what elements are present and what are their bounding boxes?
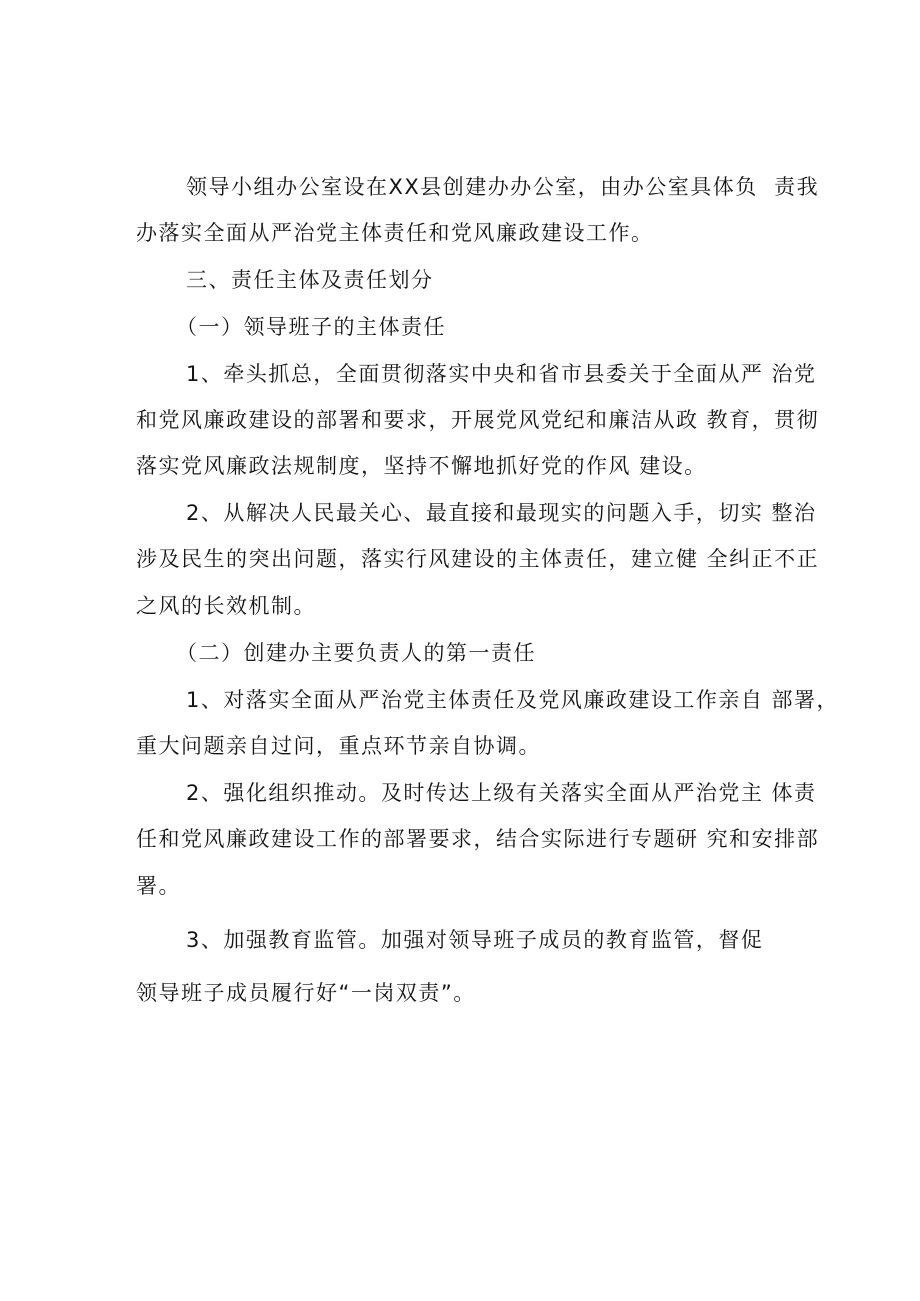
paragraph-line: 之风的长效机制。 <box>136 594 316 618</box>
section-heading: 三、责任主体及责任划分 <box>186 268 434 292</box>
subsection-heading: （一）领导班子的主体责任 <box>176 315 446 339</box>
paragraph-line: 1、牵头抓总，全面贯彻落实中央和省市县委关于全面从严 治党 <box>186 362 817 386</box>
paragraph-line: 署。 <box>136 874 181 898</box>
paragraph-line: 2、从解决人民最关心、最直接和最现实的问题入手，切实 整治 <box>186 501 817 525</box>
paragraph-line: 涉及民生的突出问题，落实行风建设的主体责任，建立健 全纠正不正 <box>136 547 820 571</box>
paragraph-line: 2、强化组织推动。及时传达上级有关落实全面从严治党主 体责 <box>186 781 817 805</box>
paragraph-line: 领导小组办公室设在XX县创建办办公室，由办公室具体负 责我 <box>186 175 820 199</box>
paragraph-line: 落实党风廉政法规制度，坚持不懈地抓好党的作风 建设。 <box>136 454 707 478</box>
paragraph-line: 领导班子成员履行好“一岗双责”。 <box>136 981 476 1005</box>
paragraph-line: 办落实全面从严治党主体责任和党风廉政建设工作。 <box>136 221 654 245</box>
paragraph-line: 任和党风廉政建设工作的部署要求，结合实际进行专题研 究和安排部 <box>136 827 820 851</box>
paragraph-line: 1、对落实全面从严治党主体责任及党风廉政建设工作亲自 部署， <box>186 688 840 712</box>
paragraph-line: 和党风廉政建设的部署和要求，开展党风党纪和廉洁从政 教育，贯彻 <box>136 408 820 432</box>
subsection-heading: （二）创建办主要负责人的第一责任 <box>176 641 536 665</box>
paragraph-line: 3、加强教育监管。加强对领导班子成员的教育监管，督促 <box>186 928 764 952</box>
paragraph-line: 重大问题亲自过问，重点环节亲自协调。 <box>136 734 541 758</box>
